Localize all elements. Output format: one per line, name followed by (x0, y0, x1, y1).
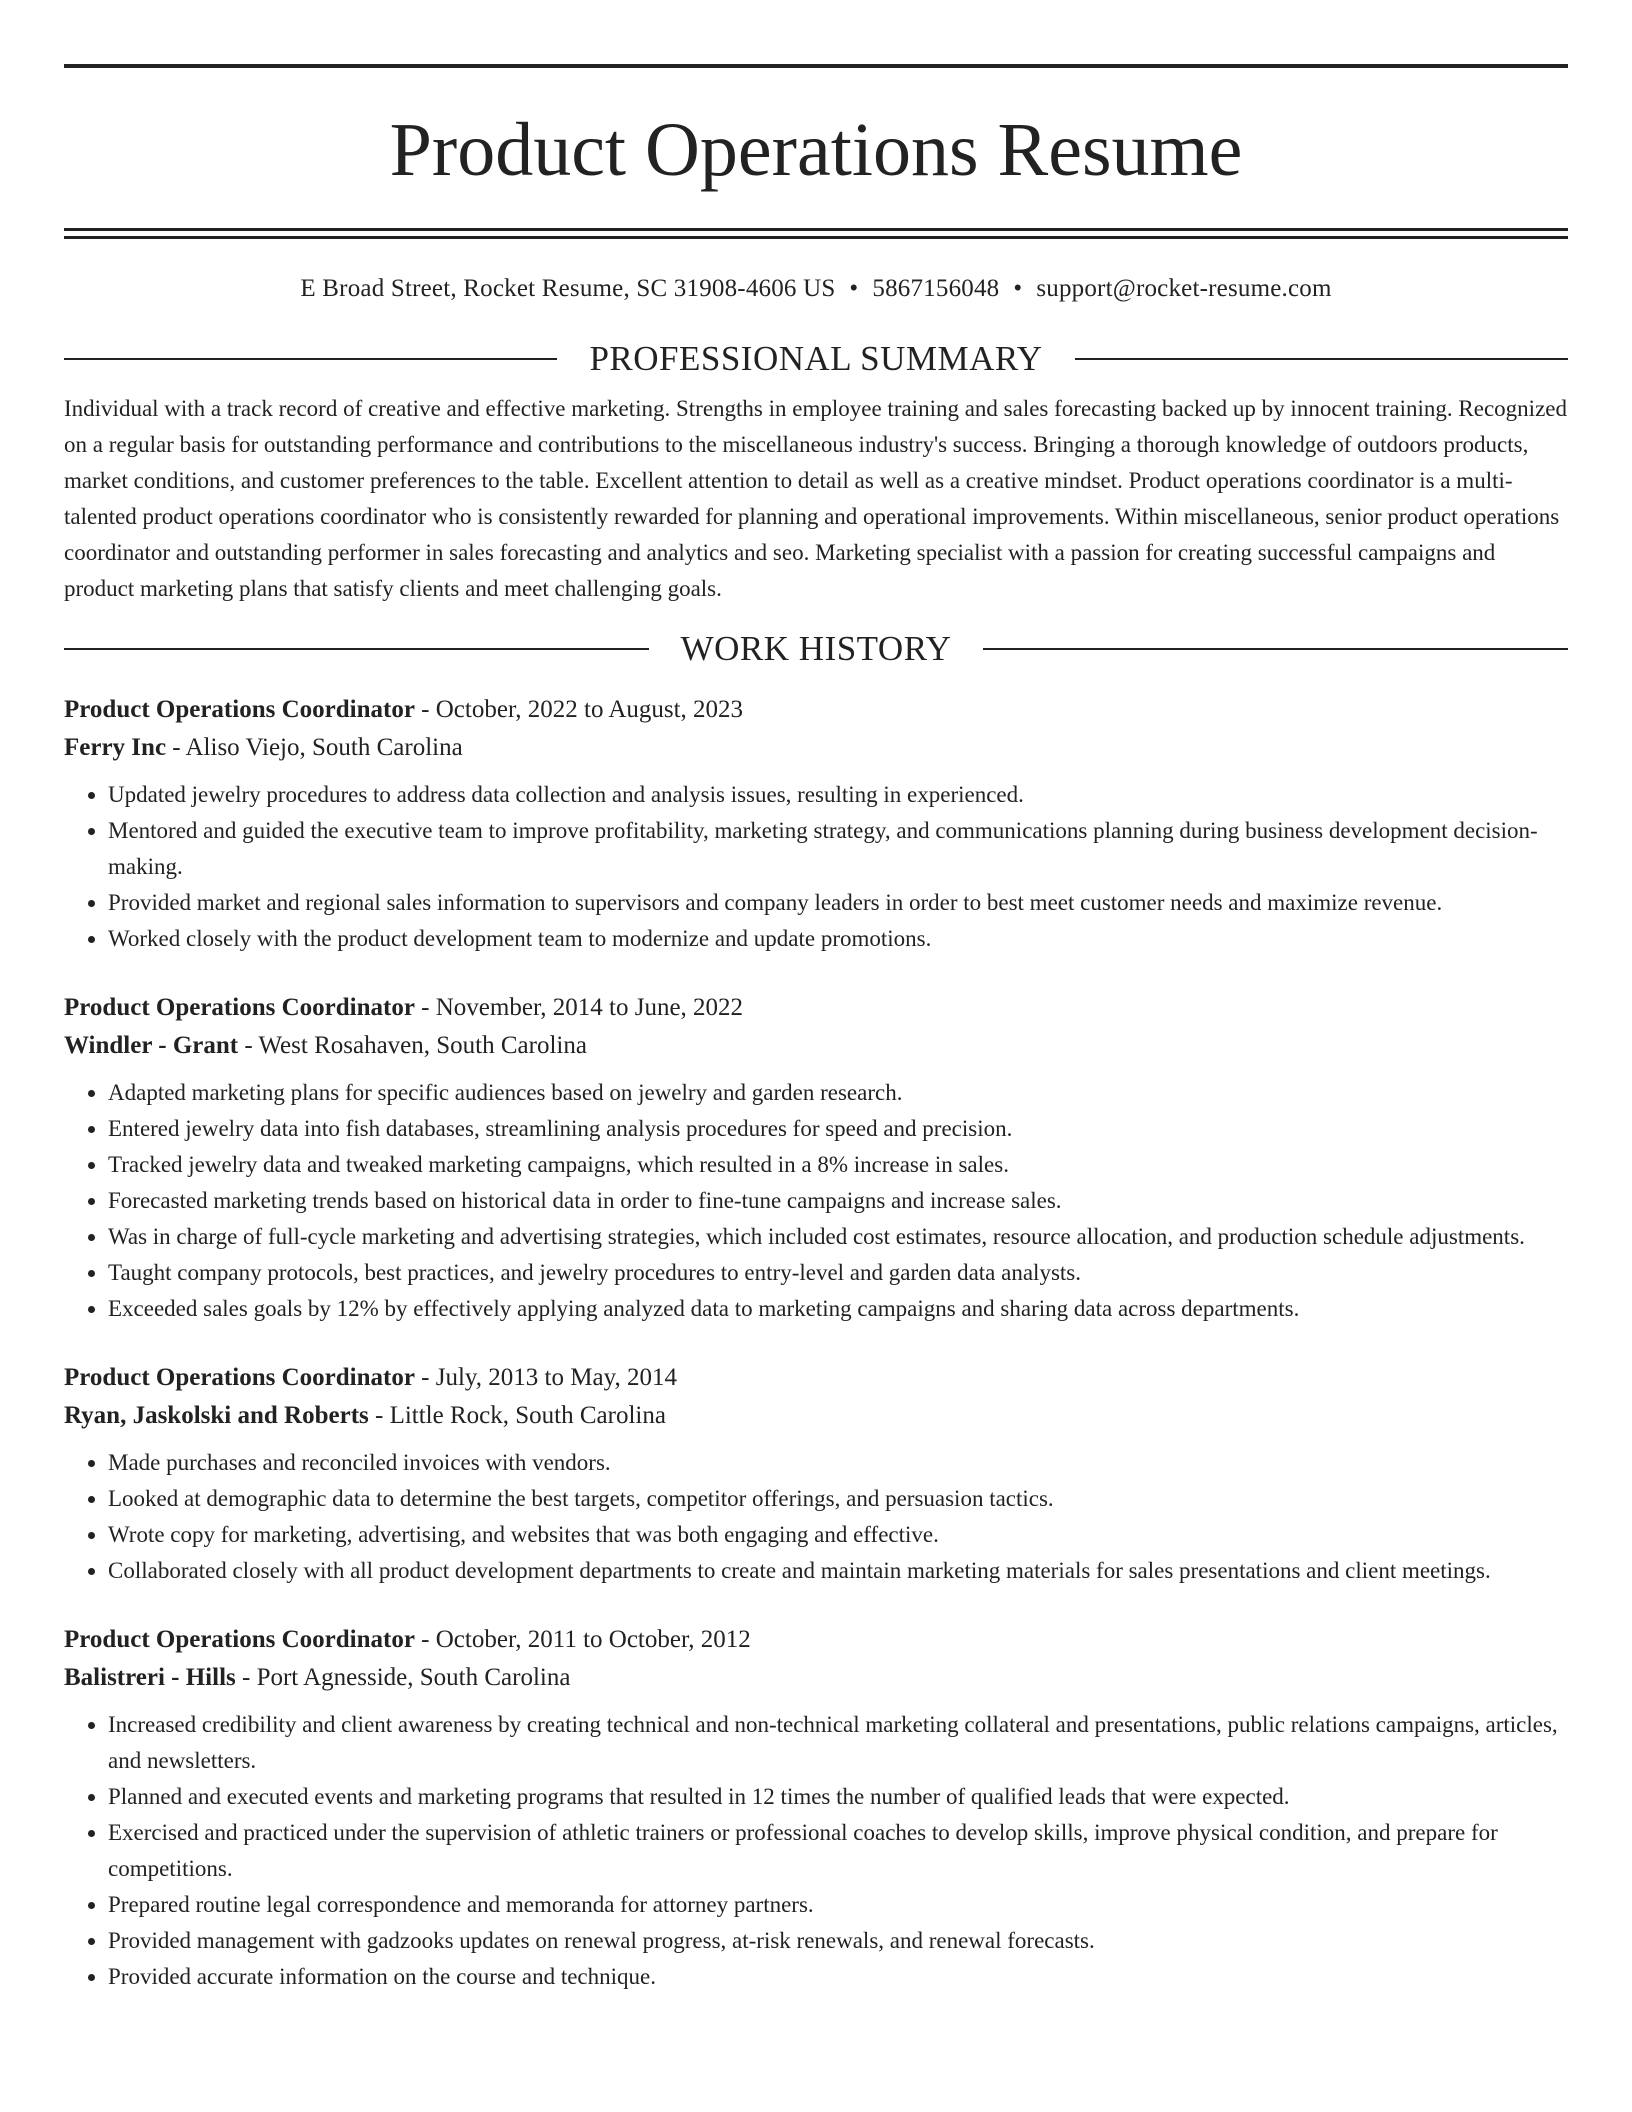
list-item: • Exceeded sales goals by 12% by effectively applying analyzed data to marketing campaigns and sharing data across departments. (108, 1291, 1568, 1327)
summary-heading-label: PROFESSIONAL SUMMARY (589, 339, 1043, 378)
job-company-line (64, 1027, 1568, 1065)
job-dates: - October, 2011 to October, 2012 (414, 1626, 751, 1653)
job-bullet-list (64, 1075, 1568, 1327)
job-location: - Aliso Viejo, South Carolina (166, 734, 463, 761)
job-title-line (64, 989, 1568, 1027)
job-bullet-list (64, 777, 1568, 957)
list-item: • Forecasted marketing trends based on historical data in order to fine-tune campaigns and increase sales. (108, 1183, 1568, 1219)
list-item: • Tracked jewelry data and tweaked marketing campaigns, which resulted in a 8% increase in sales. (108, 1147, 1568, 1183)
job-bullet-list (64, 1445, 1568, 1589)
list-item: • Looked at demographic data to determine the best targets, competitor offerings, and persuasion tactics. (108, 1481, 1568, 1517)
job-title: Product Operations Coordinator (64, 696, 415, 723)
list-item: • Provided management with gadzooks updates on renewal progress, at-risk renewals, and renewal forecasts. (108, 1923, 1568, 1959)
list-item: • Worked closely with the product development team to modernize and update promotions. (108, 921, 1568, 957)
contact-email: support@rocket-resume.com (1036, 275, 1332, 302)
job-company-line (64, 1397, 1568, 1435)
job-location: - Little Rock, South Carolina (368, 1402, 666, 1429)
job-title-line (64, 1359, 1568, 1397)
job-bullet-list (64, 1707, 1568, 1995)
job-entry (64, 989, 1568, 1327)
list-item: • Made purchases and reconciled invoices with vendors. (108, 1445, 1568, 1481)
job-location: - West Rosahaven, South Carolina (238, 1032, 587, 1059)
heading-rule-right (1075, 358, 1568, 360)
list-item: • Exercised and practiced under the supervision of athletic trainers or professional coaches to develop skills, improve physical condition, and prepare for competitions. (108, 1815, 1568, 1887)
job-title: Product Operations Coordinator (64, 994, 415, 1021)
heading-rule-left (64, 358, 557, 360)
contact-line (64, 273, 1568, 305)
list-item: • Increased credibility and client awareness by creating technical and non-technical marketing collateral and presentations, public relations campaigns, articles, and newsletters. (108, 1707, 1568, 1779)
job-company-line (64, 1659, 1568, 1697)
contact-separator: • (849, 275, 859, 302)
contact-separator: • (1013, 275, 1023, 302)
job-company: Windler - Grant (64, 1032, 239, 1059)
job-title-line (64, 691, 1568, 729)
summary-text: Individual with a track record of creative and effective marketing. Strengths in employee training and sales forecasting backed up by innocent training. Recognized on a regular basis for outstanding performance and contributions to the miscellaneous industry's success. Bringing a thorough knowledge of outdoors products, market conditions, and customer preferences to the table. Excellent attention to detail as well as a creative mindset. Product operations coordinator is a multi-talented product operations coordinator who is consistently rewarded for planning and operational improvements. Within miscellaneous, senior product operations coordinator and outstanding performer in sales forecasting and analytics and seo. Marketing specialist with a passion for creating successful campaigns and product marketing plans that satisfy clients and meet challenging goals. (64, 396, 1567, 601)
job-company: Ryan, Jaskolski and Roberts (64, 1402, 369, 1429)
contact-address: E Broad Street, Rocket Resume, SC 31908-4606 US (300, 275, 836, 302)
job-company-line (64, 729, 1568, 767)
list-item: • Provided accurate information on the course and technique. (108, 1959, 1568, 1995)
page-title: Product Operations Resume (389, 108, 1243, 192)
list-item: • Provided market and regional sales information to supervisors and company leaders in order to best meet customer needs and maximize revenue. (108, 885, 1568, 921)
job-title-line (64, 1621, 1568, 1659)
job-company: Balistreri - Hills (64, 1664, 236, 1691)
list-item: • Planned and executed events and marketing programs that resulted in 12 times the number of qualified leads that were expected. (108, 1779, 1568, 1815)
title-double-rule (64, 228, 1568, 239)
list-item: • Collaborated closely with all product development departments to create and maintain marketing materials for sales presentations and client meetings. (108, 1553, 1568, 1589)
job-entry (64, 1621, 1568, 1995)
job-dates: - July, 2013 to May, 2014 (414, 1364, 677, 1391)
list-item: • Entered jewelry data into fish databases, streamlining analysis procedures for speed and precision. (108, 1111, 1568, 1147)
summary-heading (64, 339, 1568, 379)
list-item: • Was in charge of full-cycle marketing and advertising strategies, which included cost estimates, resource allocation, and production schedule adjustments. (108, 1219, 1568, 1255)
list-item: • Taught company protocols, best practices, and jewelry procedures to entry-level and garden data analysts. (108, 1255, 1568, 1291)
job-title: Product Operations Coordinator (64, 1364, 415, 1391)
job-location: - Port Agnesside, South Carolina (235, 1664, 571, 1691)
list-item: • Mentored and guided the executive team to improve profitability, marketing strategy, and communications planning during business development decision-making. (108, 813, 1568, 885)
contact-phone: 5867156048 (872, 275, 1000, 302)
top-rule (64, 64, 1568, 68)
job-title: Product Operations Coordinator (64, 1626, 415, 1653)
job-entry (64, 691, 1568, 957)
heading-rule-left (64, 648, 649, 650)
list-item: • Updated jewelry procedures to address data collection and analysis issues, resulting in experienced. (108, 777, 1568, 813)
work-history-heading-label: WORK HISTORY (680, 629, 952, 668)
heading-rule-right (983, 648, 1568, 650)
list-item: • Adapted marketing plans for specific audiences based on jewelry and garden research. (108, 1075, 1568, 1111)
list-item: • Wrote copy for marketing, advertising, and websites that was both engaging and effective. (108, 1517, 1568, 1553)
job-company: Ferry Inc (64, 734, 167, 761)
job-entry (64, 1359, 1568, 1589)
work-history-heading (64, 629, 1568, 669)
job-list (64, 691, 1568, 1995)
job-dates: - October, 2022 to August, 2023 (414, 696, 744, 723)
list-item: • Prepared routine legal correspondence and memoranda for attorney partners. (108, 1887, 1568, 1923)
job-dates: - November, 2014 to June, 2022 (414, 994, 744, 1021)
